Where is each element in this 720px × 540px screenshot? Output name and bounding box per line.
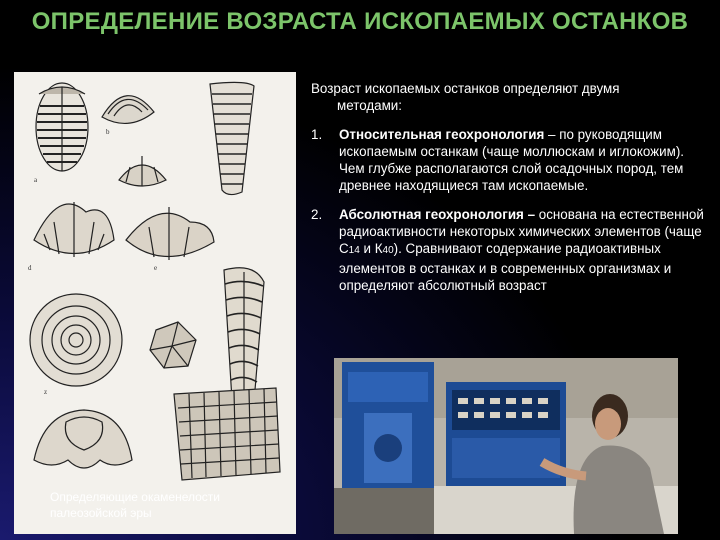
blastoid-fossil	[150, 322, 196, 368]
fossil-drawings	[14, 72, 296, 534]
method-number-1: 1.	[311, 126, 323, 142]
ammonite-fossil	[30, 294, 122, 396]
orthocone-fossil	[224, 268, 264, 407]
label-e: e	[154, 264, 158, 272]
method-text-2b: и К	[359, 241, 383, 257]
method-term-2: Абсолютная геохронология –	[339, 206, 536, 222]
method-text-2c: ). Сравнивают содержание радиоактивных элементов в останках и в современных организмах и определяют абсолютный возраст	[339, 241, 672, 293]
trilobite-head-fossil	[34, 410, 132, 468]
intro-paragraph	[311, 80, 707, 115]
method-item-2	[311, 206, 707, 294]
method-item-1	[311, 126, 707, 195]
method-body-2	[339, 206, 707, 294]
clam-fossil	[102, 96, 154, 136]
label-d: d	[28, 264, 32, 272]
method-text-2a: основана на естественной радиоактивности некоторых химических элементов (чаще С	[339, 206, 704, 257]
figure-caption: Определяющие окаменелости палеозойской эры	[50, 490, 220, 520]
method-number-2: 2.	[311, 206, 323, 222]
slide-title: ОПРЕДЕЛЕНИЕ ВОЗРАСТА ИСКОПАЕМЫХ ОСТАНКОВ	[31, 8, 689, 35]
cone-fossil	[210, 82, 254, 194]
brachiopod-small-fossil	[119, 156, 166, 186]
brachiopod-right-fossil	[126, 207, 214, 272]
coral-fossil	[174, 388, 280, 480]
method-text-1: – по руководящим ископаемым останкам (чаще моллюскам и иглокожим). Чем глубже располагаются слой осадочных пород, тем древнее находящиеся там ископаемые.	[339, 126, 685, 194]
label-a: a	[34, 176, 38, 184]
main-text	[311, 80, 707, 305]
method-body-1	[339, 126, 707, 195]
method-term-1: Относительная геохронология	[339, 126, 545, 142]
label-z: z	[44, 388, 48, 396]
isotope-carbon-mass: 14	[348, 245, 360, 257]
fossil-illustration	[14, 72, 296, 534]
laboratory-scene	[334, 358, 678, 534]
label-b: b	[106, 128, 110, 136]
laboratory-photo	[334, 358, 678, 534]
trilobite-fossil	[34, 83, 88, 184]
intro-line-1: Возраст ископаемых останков определяют двумя	[311, 81, 620, 96]
isotope-potassium-mass: 40	[382, 245, 394, 257]
brachiopod-left-fossil	[28, 202, 114, 272]
intro-line-2: методами:	[337, 98, 403, 114]
